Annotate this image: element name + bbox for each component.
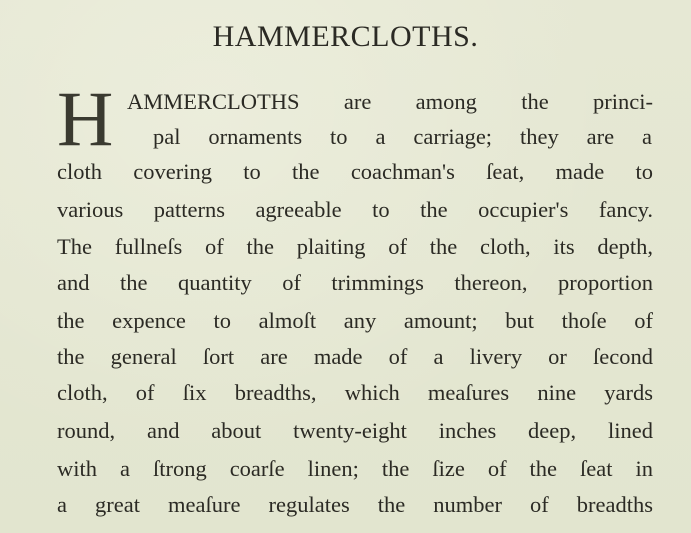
text-line: with a ſtrong coarſe linen; the ſize of the ſeat in — [57, 456, 653, 481]
text-line: and the quantity of trimmings thereon, proportion — [57, 270, 653, 295]
text-line: pal ornaments to a carriage; they are a — [153, 124, 652, 149]
text-line: AMMERCLOTHS are among the princi- — [127, 89, 653, 114]
text-line: round, and about twenty-eight inches deep, lined — [57, 418, 653, 443]
text-line: a great meaſure regulates the number of breadths — [57, 492, 653, 517]
drop-cap: H — [57, 75, 114, 162]
page-title: HAMMERCLOTHS. — [212, 20, 479, 53]
text-line: cloth covering to the coachman's ſeat, made to — [57, 159, 653, 184]
text-line: various patterns agreeable to the occupier's fancy. — [57, 197, 653, 222]
text-line: The fullneſs of the plaiting of the cloth, its depth, — [57, 234, 653, 259]
text-line: the expence to almoſt any amount; but thoſe of — [57, 308, 653, 333]
text-line: the general ſort are made of a livery or ſecond — [57, 344, 653, 369]
text-line: cloth, of ſix breadths, which meaſures nine yards — [57, 380, 653, 405]
